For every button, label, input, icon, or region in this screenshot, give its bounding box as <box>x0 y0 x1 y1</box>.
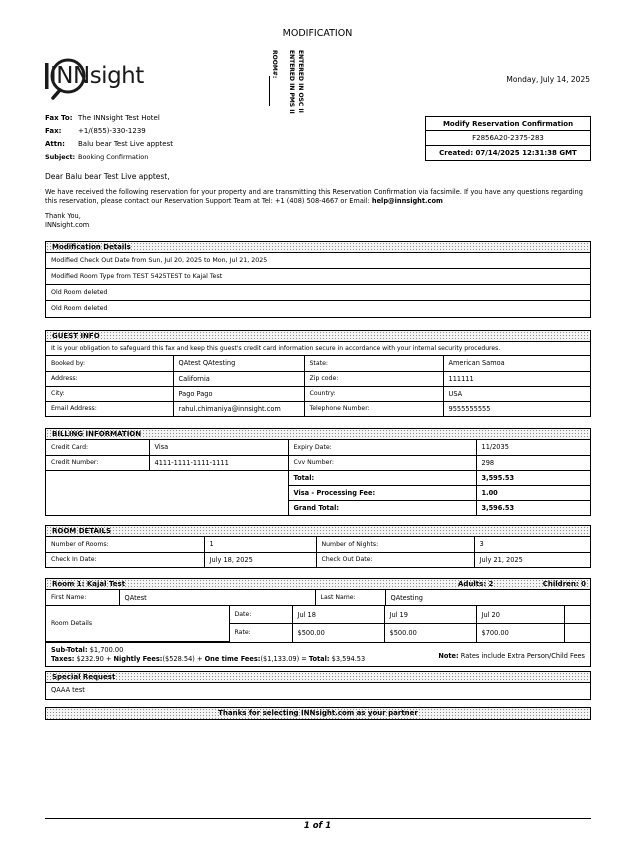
grand-total-value: 3,596.53 <box>476 500 590 515</box>
date-value: Jul 19 <box>384 606 476 624</box>
letter-body <box>45 188 595 206</box>
processing-fee-value: 1.00 <box>476 485 590 500</box>
room-details-table <box>46 537 590 567</box>
table-row <box>46 552 590 567</box>
room-total-label: Total: <box>308 655 330 663</box>
guest-email-value: rahul.chimaniya@innsight.com <box>173 401 304 416</box>
cvv-value: 298 <box>476 455 590 470</box>
nightly-fees-label: Nightly Fees: <box>113 655 163 663</box>
fax-block <box>45 114 305 166</box>
special-request-section <box>45 671 591 700</box>
number-of-nights-label: Number of Nights: <box>316 537 474 552</box>
room-number-line <box>269 76 270 106</box>
zip-value: 111111 <box>443 371 590 386</box>
modification-section <box>45 241 591 318</box>
guest-table <box>46 356 590 416</box>
footer-rule <box>45 818 591 819</box>
room-total-value: $3,594.53 <box>331 655 366 663</box>
room1-children: Children: 0 <box>542 580 586 588</box>
table-row <box>46 401 590 416</box>
booked-by-value: QAtest QAtesting <box>173 356 304 371</box>
confirmation-box <box>425 116 591 161</box>
room1-header <box>46 579 590 590</box>
signature: INNsight.com <box>45 221 90 229</box>
credit-card-value: Visa <box>149 440 288 455</box>
address-label: Address: <box>46 371 173 386</box>
thanks-text: Thanks for selecting INNsight.com as your partner <box>218 709 418 717</box>
zip-label: Zip code: <box>304 371 443 386</box>
one-time-fees-value: ($1,133.09) = <box>260 655 309 663</box>
entered-osc-stamp: ENTERED IN OSC II <box>297 50 304 113</box>
total-value: 3,595.53 <box>476 470 590 485</box>
room1-title: Room 1: Kajal Test <box>52 580 126 588</box>
modification-row: Modified Room Type from TEST 5425TEST to Kajal Test <box>46 269 590 285</box>
table-row <box>46 371 590 386</box>
room1-rates-table <box>46 605 590 642</box>
rate-value: $500.00 <box>292 624 384 642</box>
table-row <box>46 470 590 485</box>
page-number: 1 of 1 <box>303 821 332 831</box>
check-in-value: July 18, 2025 <box>204 552 316 567</box>
guest-info-header: GUEST INFO <box>46 331 590 342</box>
room1-adults: Adults: 2 <box>458 580 494 588</box>
room-details-label: Room Details <box>46 606 229 642</box>
rate-empty <box>564 624 590 642</box>
room1-names-table <box>46 590 590 605</box>
confirmation-created: Created: 07/14/2025 12:31:38 GMT <box>439 149 577 157</box>
nightly-fees-value: ($528.54) + <box>162 655 205 663</box>
room1-totals <box>46 642 590 666</box>
date-value: Jul 18 <box>292 606 384 624</box>
modification-row: Old Room deleted <box>46 285 590 301</box>
table-row <box>46 356 590 371</box>
last-name-value: QAtesting <box>385 590 590 605</box>
table-row <box>46 537 590 552</box>
city-label: City: <box>46 386 173 401</box>
address-value: California <box>173 371 304 386</box>
state-value: American Samoa <box>443 356 590 371</box>
check-out-label: Check Out Date: <box>316 552 474 567</box>
grand-total-label: Grand Total: <box>288 500 476 515</box>
email-label: Email Address: <box>46 401 173 416</box>
letter-body-line1: We have received the following reservation for your property and are transmitting this Reservation Confirmation via facsimile. If you have any questions regarding <box>45 188 583 196</box>
fax-to-value: The INNsight Test Hotel <box>78 114 160 122</box>
table-row <box>46 590 590 605</box>
first-name-value: QAtest <box>119 590 315 605</box>
number-of-rooms-label: Number of Rooms: <box>46 537 204 552</box>
credit-card-label: Credit Card: <box>46 440 149 455</box>
innsight-logo <box>44 57 154 101</box>
rate-value: $700.00 <box>476 624 564 642</box>
number-of-rooms-value: 1 <box>204 537 316 552</box>
room-details-header: ROOM DETAILS <box>46 526 590 537</box>
modification-row: Old Room deleted <box>51 305 108 312</box>
fax-to-label: Fax To: <box>45 114 73 122</box>
rate-value: $500.00 <box>384 624 476 642</box>
entered-pms-stamp: ENTERED IN PMS II <box>288 50 295 114</box>
one-time-fees-label: One time Fees: <box>204 655 261 663</box>
support-email-link[interactable]: help@innsight.com <box>371 197 443 205</box>
special-request-text: QAAA test <box>51 686 85 694</box>
expiry-value: 11/2035 <box>476 440 590 455</box>
country-value: USA <box>443 386 590 401</box>
billing-header: BILLING INFORMATION <box>46 429 590 440</box>
cvv-label: Cvv Number: <box>288 455 476 470</box>
phone-label: Telephone Number: <box>304 401 443 416</box>
expiry-label: Expiry Date: <box>288 440 476 455</box>
date-label: Date: <box>229 606 292 624</box>
table-row <box>46 606 590 624</box>
taxes-label: Taxes: <box>51 655 75 663</box>
first-name-label: First Name: <box>46 590 119 605</box>
greeting: Dear Balu bear Test Live apptest, <box>45 172 170 181</box>
number-of-nights-value: 3 <box>474 537 590 552</box>
date-value: Jul 20 <box>476 606 564 624</box>
note-label: Note: <box>438 652 459 660</box>
guest-notice: It is your obligation to safeguard this fax and keep this guest's credit card information secure in accordance with your internal security procedures. <box>46 342 590 356</box>
logo-wordmark: INNsight <box>50 63 144 89</box>
special-request-header: Special Request <box>46 672 590 683</box>
credit-number-label: Credit Number: <box>46 455 149 470</box>
check-out-value: July 21, 2025 <box>474 552 590 567</box>
phone-value: 9555555555 <box>443 401 590 416</box>
subject-label: Subject: <box>45 153 76 161</box>
fax-label: Fax: <box>45 127 62 135</box>
guest-info-section <box>45 330 591 417</box>
header-date: Monday, July 14, 2025 <box>506 75 590 84</box>
thank-you: Thank You, <box>45 212 81 220</box>
attn-value: Balu bear Test Live apptest <box>78 140 173 148</box>
country-label: Country: <box>304 386 443 401</box>
room-details-section <box>45 525 591 568</box>
last-name-label: Last Name: <box>315 590 385 605</box>
date-empty <box>564 606 590 624</box>
subject-value: Booking Confirmation <box>78 153 149 161</box>
processing-fee-label: Visa - Processing Fee: <box>288 485 476 500</box>
modification-row: Modified Check Out Date from Sun, Jul 20, 2025 to Mon, Jul 21, 2025 <box>46 253 590 269</box>
confirmation-number: F2856A20-2375-283 <box>426 131 590 146</box>
state-label: State: <box>304 356 443 371</box>
modification-header: Modification Details <box>46 242 590 253</box>
thanks-banner <box>45 707 591 720</box>
subtotal-label: Sub-Total: <box>51 646 88 654</box>
room-number-stamp: ROOM#: <box>271 50 278 79</box>
attn-label: Attn: <box>45 140 65 148</box>
room1-section <box>45 578 591 667</box>
table-row <box>46 455 590 470</box>
check-in-label: Check In Date: <box>46 552 204 567</box>
billing-blank <box>46 470 288 515</box>
rate-label: Rate: <box>229 624 292 642</box>
taxes-value: $232.90 + <box>76 655 114 663</box>
note-text: Rates include Extra Person/Child Fees <box>460 652 585 660</box>
letter-body-line2: this reservation, please contact our Reservation Support Team at Tel: +1 (408) 508-4667 or Email: <box>45 197 372 205</box>
booked-by-label: Booked by: <box>46 356 173 371</box>
page-title: MODIFICATION <box>282 28 353 39</box>
subtotal-value: $1,700.00 <box>89 646 124 654</box>
credit-number-value: 4111-1111-1111-1111 <box>149 455 288 470</box>
table-row <box>46 386 590 401</box>
billing-section <box>45 428 591 516</box>
billing-table <box>46 440 590 515</box>
city-value: Pago Pago <box>173 386 304 401</box>
total-label: Total: <box>288 470 476 485</box>
table-row <box>46 440 590 455</box>
confirmation-title: Modify Reservation Confirmation <box>426 117 590 131</box>
fax-value: +1/(855)-330-1239 <box>78 127 146 135</box>
